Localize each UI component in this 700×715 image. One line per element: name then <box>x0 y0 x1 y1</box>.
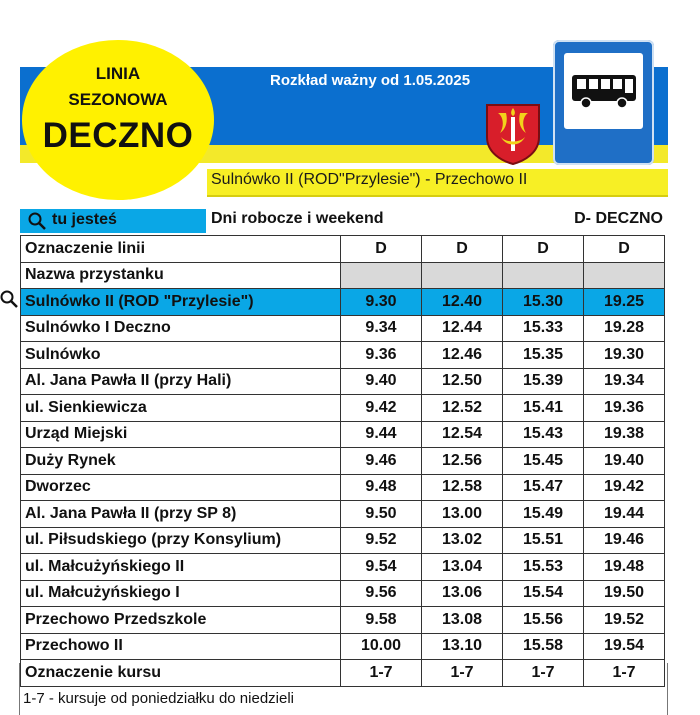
departure-time: 9.56 <box>341 580 422 607</box>
empty-cell <box>341 262 422 289</box>
bus-icon <box>570 71 638 111</box>
course-code: 1-7 <box>584 660 665 687</box>
stop-row-current <box>21 289 665 316</box>
line-designation-row <box>21 236 665 263</box>
stop-name: ul. Małcużyńskiego II <box>21 554 341 581</box>
departure-time: 13.02 <box>422 527 503 554</box>
departure-time: 9.34 <box>341 315 422 342</box>
stop-name: Dworzec <box>21 474 341 501</box>
stop-row <box>21 474 665 501</box>
bus-stop-sign <box>553 40 654 165</box>
departure-time: 15.51 <box>503 527 584 554</box>
stop-name: ul. Piłsudskiego (przy Konsylium) <box>21 527 341 554</box>
stop-name: Al. Jana Pawła II (przy Hali) <box>21 368 341 395</box>
stop-row <box>21 633 665 660</box>
stop-name: Sulnówko <box>21 342 341 369</box>
departure-time: 9.40 <box>341 368 422 395</box>
departure-time: 13.10 <box>422 633 503 660</box>
departure-time: 13.04 <box>422 554 503 581</box>
magnifier-icon <box>28 212 46 230</box>
line-code: D <box>341 236 422 263</box>
seasonal-line-badge <box>22 40 214 200</box>
operating-days: Dni robocze i weekend <box>211 210 384 227</box>
departure-time: 19.25 <box>584 289 665 316</box>
frame-line <box>19 663 20 715</box>
departure-time: 15.56 <box>503 607 584 634</box>
course-code: 1-7 <box>422 660 503 687</box>
departure-time: 12.40 <box>422 289 503 316</box>
frame-line <box>667 663 668 715</box>
departure-time: 19.36 <box>584 395 665 422</box>
row-label: Oznaczenie kursu <box>21 660 341 687</box>
departure-time: 9.54 <box>341 554 422 581</box>
stop-name: ul. Sienkiewicza <box>21 395 341 422</box>
you-are-here-label: tu jesteś <box>52 211 117 228</box>
stop-row <box>21 501 665 528</box>
departure-time: 13.00 <box>422 501 503 528</box>
stop-row <box>21 580 665 607</box>
course-code: 1-7 <box>341 660 422 687</box>
departure-time: 15.39 <box>503 368 584 395</box>
departure-time: 13.08 <box>422 607 503 634</box>
departure-time: 9.36 <box>341 342 422 369</box>
departure-time: 19.30 <box>584 342 665 369</box>
destination-label: D- DECZNO <box>574 210 663 227</box>
stop-name-header-row <box>21 262 665 289</box>
departure-time: 15.35 <box>503 342 584 369</box>
departure-time: 12.44 <box>422 315 503 342</box>
departure-time: 19.34 <box>584 368 665 395</box>
departure-time: 9.42 <box>341 395 422 422</box>
departure-time: 19.28 <box>584 315 665 342</box>
stop-row <box>21 342 665 369</box>
departure-time: 12.50 <box>422 368 503 395</box>
departure-time: 12.56 <box>422 448 503 475</box>
departure-time: 19.54 <box>584 633 665 660</box>
stop-name: Sulnówko II (ROD "Przylesie") <box>21 289 341 316</box>
row-label: Oznaczenie linii <box>21 236 341 263</box>
departure-time: 9.48 <box>341 474 422 501</box>
stop-name: Przechowo II <box>21 633 341 660</box>
departure-time: 12.58 <box>422 474 503 501</box>
departure-time: 15.58 <box>503 633 584 660</box>
stop-row <box>21 607 665 634</box>
departure-time: 15.53 <box>503 554 584 581</box>
departure-time: 9.46 <box>341 448 422 475</box>
departure-time: 19.52 <box>584 607 665 634</box>
departure-time: 15.47 <box>503 474 584 501</box>
stop-name: Urząd Miejski <box>21 421 341 448</box>
departure-time: 9.52 <box>341 527 422 554</box>
departure-time: 13.06 <box>422 580 503 607</box>
stop-row <box>21 421 665 448</box>
departure-time: 19.50 <box>584 580 665 607</box>
departure-time: 19.44 <box>584 501 665 528</box>
stop-name: Przechowo Przedszkole <box>21 607 341 634</box>
season-line1: LINIA <box>95 64 141 83</box>
departure-time: 19.40 <box>584 448 665 475</box>
stop-name: ul. Małcużyńskiego I <box>21 580 341 607</box>
line-code: D <box>503 236 584 263</box>
valid-from-text: Rozkład ważny od 1.05.2025 <box>270 72 471 89</box>
departure-time: 19.46 <box>584 527 665 554</box>
departure-time: 15.49 <box>503 501 584 528</box>
departure-time: 15.41 <box>503 395 584 422</box>
line-code: D <box>584 236 665 263</box>
course-code: 1-7 <box>503 660 584 687</box>
stop-name: Al. Jana Pawła II (przy SP 8) <box>21 501 341 528</box>
departure-time: 9.44 <box>341 421 422 448</box>
departure-time: 15.54 <box>503 580 584 607</box>
departure-time: 19.38 <box>584 421 665 448</box>
stop-row <box>21 448 665 475</box>
empty-cell <box>422 262 503 289</box>
stop-name: Duży Rynek <box>21 448 341 475</box>
stop-row <box>21 315 665 342</box>
departure-time: 15.30 <box>503 289 584 316</box>
route-bar <box>207 169 668 197</box>
departure-time: 19.42 <box>584 474 665 501</box>
current-stop-magnifier-icon <box>0 290 18 308</box>
stop-row <box>21 527 665 554</box>
timetable <box>20 235 665 687</box>
departure-time: 12.46 <box>422 342 503 369</box>
line-code: D <box>422 236 503 263</box>
departure-time: 9.58 <box>341 607 422 634</box>
departure-time: 15.43 <box>503 421 584 448</box>
you-are-here-marker <box>20 209 206 233</box>
departure-time: 12.52 <box>422 395 503 422</box>
city-crest-icon <box>484 103 542 165</box>
departure-time: 9.50 <box>341 501 422 528</box>
departure-time: 15.33 <box>503 315 584 342</box>
season-line2: SEZONOWA <box>68 90 168 109</box>
empty-cell <box>503 262 584 289</box>
season-line3: DECZNO <box>42 116 194 155</box>
stop-row <box>21 554 665 581</box>
departure-time: 12.54 <box>422 421 503 448</box>
departure-time: 9.30 <box>341 289 422 316</box>
stop-row <box>21 395 665 422</box>
departure-time: 15.45 <box>503 448 584 475</box>
departure-time: 10.00 <box>341 633 422 660</box>
footnote: 1-7 - kursuje od poniedziałku do niedzieli <box>23 690 294 707</box>
route-text: Sulnówko II (ROD"Przylesie") - Przechowo II <box>211 171 528 188</box>
course-designation-row <box>21 660 665 687</box>
departure-time: 19.48 <box>584 554 665 581</box>
empty-cell <box>584 262 665 289</box>
row-label: Nazwa przystanku <box>21 262 341 289</box>
stop-name: Sulnówko I Deczno <box>21 315 341 342</box>
stop-row <box>21 368 665 395</box>
